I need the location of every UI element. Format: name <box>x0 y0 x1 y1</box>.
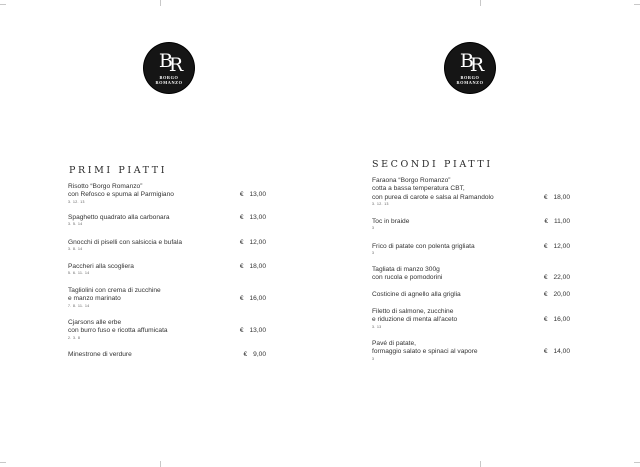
monogram-b: B <box>158 50 169 72</box>
currency-symbol: € <box>543 348 548 356</box>
currency-symbol: € <box>239 295 244 303</box>
currency-symbol: € <box>239 239 244 246</box>
menu-item-price <box>240 214 266 222</box>
section-title-secondi: SECONDI PIATTI <box>372 159 493 170</box>
crop-mark <box>634 4 640 5</box>
menu-item-description <box>372 218 537 231</box>
allergen-codes: 3. 12. 13 <box>372 201 389 206</box>
menu-item-text: Cjarsons alle erbe <box>68 319 122 326</box>
allergen-codes: 3. 12. 13 <box>68 199 85 204</box>
menu-item <box>68 263 266 276</box>
monogram-r: R <box>168 54 180 76</box>
crop-mark <box>160 0 161 6</box>
menu-item-price <box>240 295 266 303</box>
menu-item-text: Paccheri alla scogliera <box>68 263 134 270</box>
menu-item <box>68 214 266 227</box>
menu-item <box>372 218 570 231</box>
menu-item-description <box>68 263 233 276</box>
menu-item-price <box>544 194 570 202</box>
price-amount: 9,00 <box>253 351 266 358</box>
price-amount: 22,00 <box>553 274 570 282</box>
menu-item <box>372 291 570 299</box>
crop-mark <box>160 461 161 467</box>
crop-mark <box>480 461 481 467</box>
menu-item-text: e manzo marinato <box>68 295 121 303</box>
allergen-codes: 3 <box>372 356 375 361</box>
currency-symbol: € <box>239 214 244 221</box>
menu-item-description <box>68 287 233 309</box>
crop-mark <box>0 462 6 463</box>
menu-item <box>68 319 266 341</box>
menu-item-text: Risotto “Borgo Romanzo” <box>68 183 143 190</box>
allergen-codes: 5. 6. 11. 14 <box>68 271 90 276</box>
menu-item <box>68 351 266 359</box>
menu-item-text: Tagliata di manzo 300g <box>372 266 440 273</box>
allergen-codes: 7. 8. 11. 14 <box>68 303 90 308</box>
menu-item-text: con Refosco e spuma al Parmigiano <box>68 191 174 199</box>
crop-mark <box>480 0 481 6</box>
menu-item-price <box>544 243 570 251</box>
menu-item-text: Tagliolini con crema di zucchine <box>68 287 161 294</box>
menu-item <box>68 287 266 309</box>
menu-item-text: Toc in braide <box>372 218 410 225</box>
logo-name-line2: ROMANZO <box>155 80 183 85</box>
menu-item-text: Filetto di salmone, zucchine <box>372 308 454 315</box>
logo-monogram <box>445 50 495 76</box>
menu-item <box>372 340 570 362</box>
menu-item-text: Minestrone di verdure <box>68 351 132 358</box>
price-amount: 12,00 <box>553 243 570 250</box>
menu-item-text: Costicine di agnello alla griglia <box>372 291 461 298</box>
brand-logo <box>144 43 194 93</box>
menu-item <box>372 243 570 256</box>
menu-item-description <box>68 239 233 252</box>
price-amount: 20,00 <box>553 291 570 298</box>
menu-item-text: Gnocchi di piselli con salsiccia e bufala <box>68 239 182 246</box>
menu-item-description <box>372 308 537 330</box>
menu-item <box>372 308 570 330</box>
price-amount: 18,00 <box>249 263 266 270</box>
currency-symbol: € <box>243 351 248 358</box>
menu-item-text: Faraona “Borgo Romanzo” <box>372 177 451 184</box>
currency-symbol: € <box>543 291 548 298</box>
menu-item <box>372 266 570 283</box>
menu-item-text: Spaghetto quadrato alla carbonara <box>68 214 170 221</box>
menu-item <box>68 183 266 205</box>
section-title-primi: PRIMI PIATTI <box>69 165 168 176</box>
monogram-r: R <box>469 54 481 76</box>
menu-item-price <box>544 274 570 282</box>
allergen-codes: 3. 5. 14 <box>68 222 83 227</box>
menu-item-description <box>372 340 537 362</box>
allergen-codes: 3. 13 <box>372 324 382 329</box>
menu-item-description <box>372 291 537 299</box>
menu-item-text: cotta a bassa temperatura CBT, <box>372 185 465 193</box>
crop-mark <box>0 4 6 5</box>
allergen-codes: 3 <box>372 226 375 231</box>
price-amount: 16,00 <box>249 295 266 303</box>
menu-item-price <box>544 218 570 226</box>
price-amount: 16,00 <box>553 316 570 324</box>
menu-item-price <box>240 327 266 335</box>
menu-item-text: con burro fuso e ricotta affumicata <box>68 327 168 335</box>
currency-symbol: € <box>543 316 548 324</box>
price-amount: 13,00 <box>249 214 266 221</box>
price-amount: 13,00 <box>249 191 266 199</box>
menu-item <box>68 239 266 252</box>
menu-item-text: con rucola e pomodorini <box>372 274 443 282</box>
currency-symbol: € <box>543 274 548 282</box>
menu-item-price <box>544 348 570 356</box>
price-amount: 13,00 <box>249 327 266 335</box>
menu-item-description <box>372 243 537 256</box>
menu-item-description <box>68 214 233 227</box>
menu-item-text: formaggio salato e spinaci al vapore <box>372 348 478 356</box>
allergen-codes: 3. 8. 14 <box>68 247 83 252</box>
logo-name-line1: BORGO <box>159 75 179 80</box>
menu-item-price <box>240 191 266 199</box>
price-amount: 12,00 <box>249 239 266 246</box>
logo-name-line1: BORGO <box>460 75 480 80</box>
brand-logo <box>445 43 495 93</box>
currency-symbol: € <box>543 243 548 250</box>
price-amount: 11,00 <box>553 218 570 225</box>
menu-item-price <box>544 291 570 299</box>
monogram-b: B <box>459 50 470 72</box>
menu-item-description <box>68 351 233 359</box>
menu-item-description <box>68 319 233 341</box>
crop-mark <box>634 462 640 463</box>
currency-symbol: € <box>239 327 244 335</box>
menu-item-price <box>243 351 266 359</box>
currency-symbol: € <box>239 191 244 199</box>
menu-item-price <box>240 263 266 271</box>
menu-item-text: Pavé di patate, <box>372 340 416 347</box>
allergen-codes: 2. 3. 8 <box>68 335 81 340</box>
menu-item-description <box>372 266 537 283</box>
menu-item-price <box>544 316 570 324</box>
menu-item <box>372 177 570 207</box>
price-amount: 18,00 <box>553 193 570 201</box>
menu-item-text: Frico di patate con polenta grigliata <box>372 243 475 250</box>
menu-item-text: e riduzione di menta all'aceto <box>372 316 458 324</box>
menu-item-text: con purea di carote e salsa al Ramandolo <box>372 193 494 201</box>
currency-symbol: € <box>543 193 548 201</box>
logo-monogram <box>144 50 194 76</box>
menu-item-description <box>68 183 233 205</box>
price-amount: 14,00 <box>553 348 570 356</box>
logo-name-line2: ROMANZO <box>456 80 484 85</box>
currency-symbol: € <box>239 263 244 270</box>
currency-symbol: € <box>544 218 548 225</box>
menu-item-price <box>240 239 266 247</box>
menu-item-description <box>372 177 537 207</box>
right-menu-page <box>320 0 640 467</box>
allergen-codes: 3 <box>372 251 375 256</box>
